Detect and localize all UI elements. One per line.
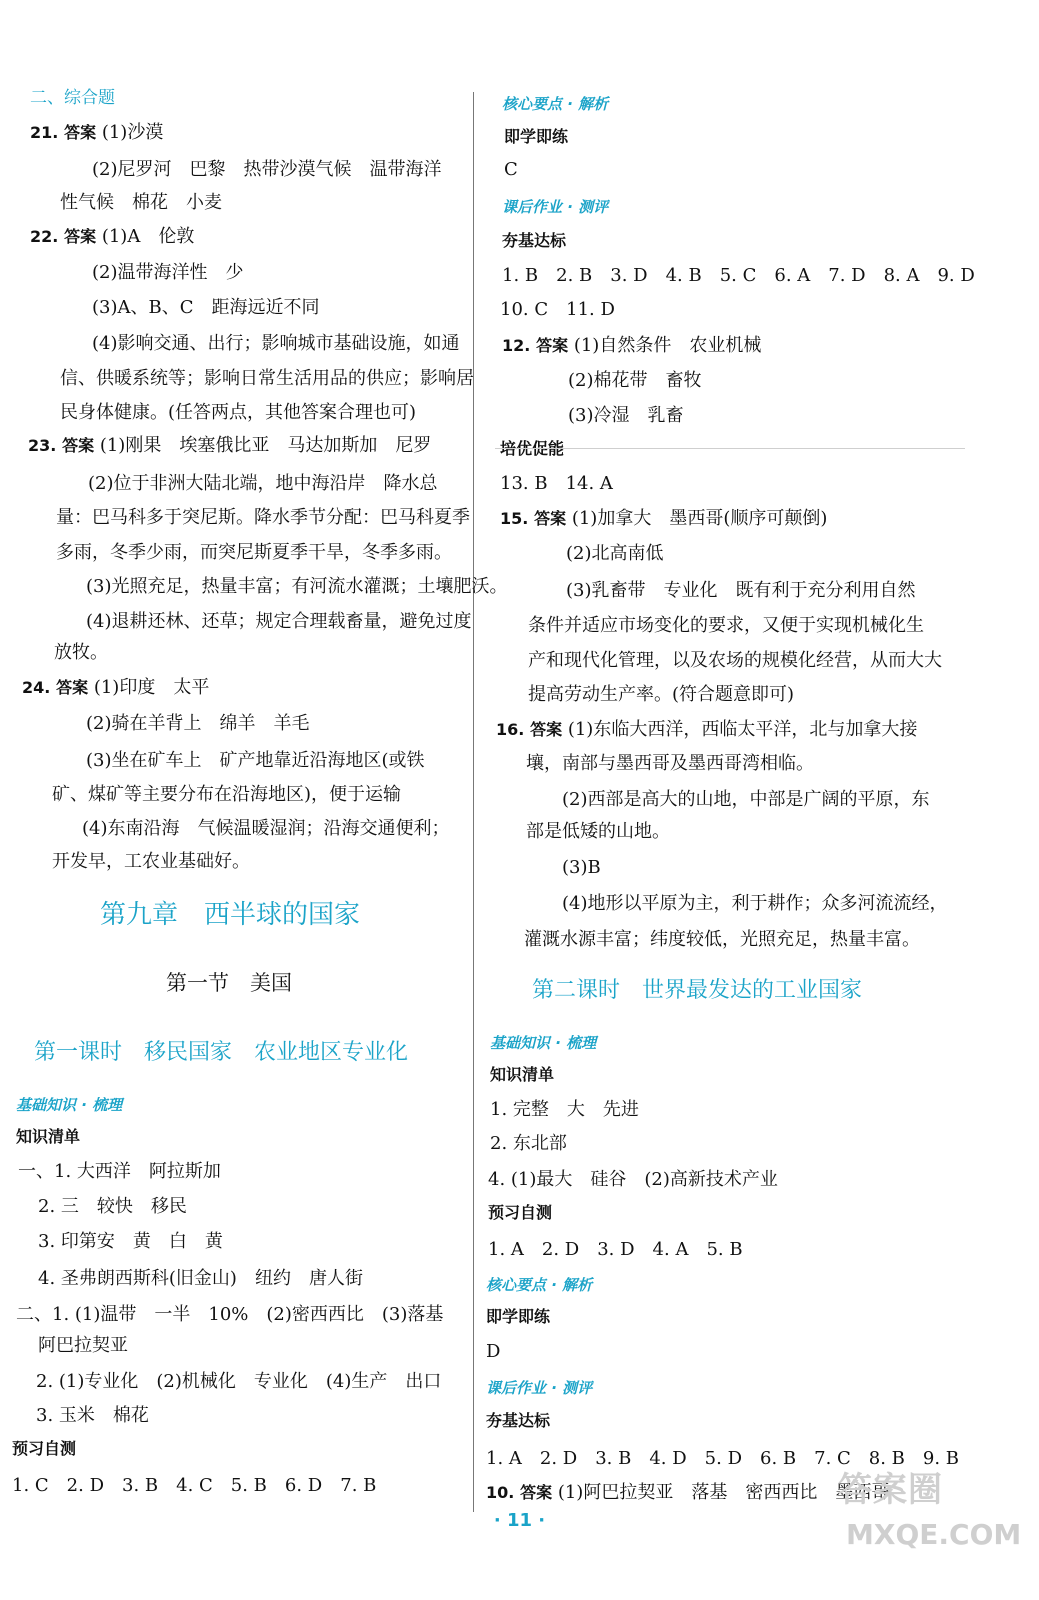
answer-line: 部是低矮的山地。 [526,821,670,842]
answer-line: (3)A、B、C 距海远近不同 [92,297,320,318]
question-number: 23. [28,436,57,455]
answer-line: 信、供暖系统等；影响日常生活用品的供应；影响居 [60,368,474,389]
answer-text: (1)印度 太平 [93,677,210,698]
answer-label: 答案 [64,227,97,246]
subheading: 知识清单 [16,1127,81,1146]
answer-text: (1)沙漠 [101,122,164,143]
list-item: 阿巴拉契亚 [38,1335,128,1356]
question-15 [500,507,827,531]
subheading: 知识清单 [490,1065,555,1084]
answer-line: (2)北高南低 [566,543,664,564]
answer-line: (2)位于非洲大陆北端，地中海沿岸 降水总 [88,473,438,494]
answer-label: 答案 [62,436,95,455]
subheading: 培优促能 [500,439,565,458]
answer-line: (3)B [562,857,601,878]
question-16 [496,718,917,742]
answer-text: (1)刚果 埃塞俄比亚 马达加斯加 尼罗 [99,435,432,456]
answer-row: 1. A 2. D 3. B 4. D 5. D 6. B 7. C 8. B 9. B [486,1448,960,1469]
watermark-logo [838,1462,943,1511]
section-tag: 基础知识 · 梳理 [490,1034,597,1052]
list-item: 4. 圣弗朗西斯科(旧金山) 纽约 唐人街 [38,1268,363,1289]
list-item: 3. 玉米 棉花 [36,1405,149,1426]
answer-line: 性气候 棉花 小麦 [60,192,222,213]
answer-line: 灌溉水源丰富；纬度较低，光照充足，热量丰富。 [524,929,920,950]
question-24 [22,676,209,700]
list-item: 4. (1)最大 硅谷 (2)高新技术产业 [488,1169,778,1190]
answer-row: 1. A 2. D 3. D 4. A 5. B [488,1239,743,1260]
answer-label: 答案 [536,336,569,355]
answer-line: (4)东南沿海 气候温暖湿润；沿海交通便利； [82,818,450,839]
section-tag: 核心要点 · 解析 [502,95,609,113]
question-23 [28,434,431,458]
answer-text: (1)A 伦敦 [101,226,195,247]
section-heading: 第一节 美国 [166,971,292,995]
list-item: 2. 东北部 [490,1133,567,1154]
question-10 [486,1481,889,1505]
answer-row: 10. C 11. D [500,299,615,320]
chapter-title: 第九章 西半球的国家 [100,900,361,930]
answer-line: (3)乳畜带 专业化 既有利于充分利用自然 [566,580,916,601]
watermark-text: 答案圈 [838,1470,943,1510]
answer-line: (2)温带海洋性 少 [92,262,244,283]
section-tag: 课后作业 · 测评 [486,1379,593,1397]
subheading: 即学即练 [504,127,569,146]
answer-line: 开发早，工农业基础好。 [52,851,250,872]
subheading: 夯基达标 [502,231,567,250]
section-title: 二、综合题 [30,88,115,108]
question-number: 24. [22,678,51,697]
list-item: 2. 三 较快 移民 [38,1196,187,1217]
list-item: 3. 印第安 黄 白 黄 [38,1231,223,1252]
answer-label: 答案 [64,123,97,142]
watermark-url: MXQE.COM [846,1518,1022,1551]
answer-line: (4)退耕还林、还草；规定合理载畜量，避免过度 [86,611,472,632]
list-item: 二、1. (1)温带 一半 10% (2)密西西比 (3)落基 [16,1304,444,1325]
subheading: 预习自测 [488,1203,553,1222]
question-number: 22. [30,227,59,246]
answer-line: 条件并适应市场变化的要求，又便于实现机械化生 [528,615,924,636]
answer-row: 13. B 14. A [500,473,613,494]
answer-line: (4)地形以平原为主，利于耕作；众多河流流经， [562,893,948,914]
answer-label: 答案 [534,509,567,528]
answer-line: (3)冷湿 乳畜 [568,405,684,426]
question-number: 10. [486,1483,515,1502]
answer-text: (1)阿巴拉契亚 落基 密西西比 墨西哥 [557,1482,890,1503]
answer-line: 多雨，冬季少雨，而突尼斯夏季干旱，冬季多雨。 [56,542,452,563]
answer-label: 答案 [56,678,89,697]
answer-row: 1. C 2. D 3. B 4. C 5. B 6. D 7. B [12,1475,377,1496]
answer-line: (3)光照充足，热量丰富；有河流水灌溉；土壤肥沃。 [86,576,508,597]
lesson-title: 第一课时 移民国家 农业地区专业化 [34,1040,409,1065]
question-number: 15. [500,509,529,528]
answer-text: D [486,1341,501,1362]
answer-line: (2)西部是高大的山地，中部是广阔的平原，东 [562,789,930,810]
answer-line: 壤，南部与墨西哥及墨西哥湾相临。 [526,753,814,774]
section-tag: 核心要点 · 解析 [486,1276,593,1294]
answer-label: 答案 [520,1483,553,1502]
answer-line: (2)棉花带 畜牧 [568,370,702,391]
question-22 [30,225,194,249]
answer-text: (1)东临大西洋，西临太平洋，北与加拿大接 [567,719,918,740]
answer-line: 放牧。 [54,642,108,663]
answer-line: (4)影响交通、出行；影响城市基础设施，如通 [92,333,460,354]
question-number: 12. [502,336,531,355]
question-21 [30,121,163,145]
answer-row: 1. B 2. B 3. D 4. B 5. C 6. A 7. D 8. A 9. D [502,265,975,286]
subheading: 预习自测 [12,1439,77,1458]
answer-line: 矿、煤矿等主要分布在沿海地区)，便于运输 [52,784,402,805]
divider-line [495,448,965,449]
subheading: 即学即练 [486,1307,551,1326]
column-divider [473,92,474,1512]
answer-line: (2)尼罗河 巴黎 热带沙漠气候 温带海洋 [92,159,442,180]
lesson-title: 第二课时 世界最发达的工业国家 [532,978,863,1003]
answer-line: (2)骑在羊背上 绵羊 羊毛 [86,713,310,734]
answer-label: 答案 [530,720,563,739]
section-tag: 课后作业 · 测评 [502,198,609,216]
question-12 [502,334,761,358]
section-tag: 基础知识 · 梳理 [16,1096,123,1114]
list-item: 2. (1)专业化 (2)机械化 专业化 (4)生产 出口 [36,1371,442,1392]
answer-line: 民身体健康。(任答两点，其他答案合理也可) [60,402,417,423]
answer-text: C [504,159,518,180]
answer-text: (1)加拿大 墨西哥(顺序可颠倒) [571,508,828,529]
list-item: 1. 完整 大 先进 [490,1099,639,1120]
answer-line: 量：巴马科多于突尼斯。降水季节分配：巴马科夏季 [56,507,470,528]
question-number: 21. [30,123,59,142]
page-number: · 11 · [493,1510,546,1531]
answer-text: (1)自然条件 农业机械 [573,335,762,356]
answer-line: (3)坐在矿车上 矿产地靠近沿海地区(或铁 [86,750,425,771]
subheading: 夯基达标 [486,1411,551,1430]
list-item: 一、1. 大西洋 阿拉斯加 [18,1161,221,1182]
answer-line: 提高劳动生产率。(符合题意即可) [528,684,795,705]
answer-line: 产和现代化管理，以及农场的规模化经营，从而大大 [528,650,942,671]
question-number: 16. [496,720,525,739]
